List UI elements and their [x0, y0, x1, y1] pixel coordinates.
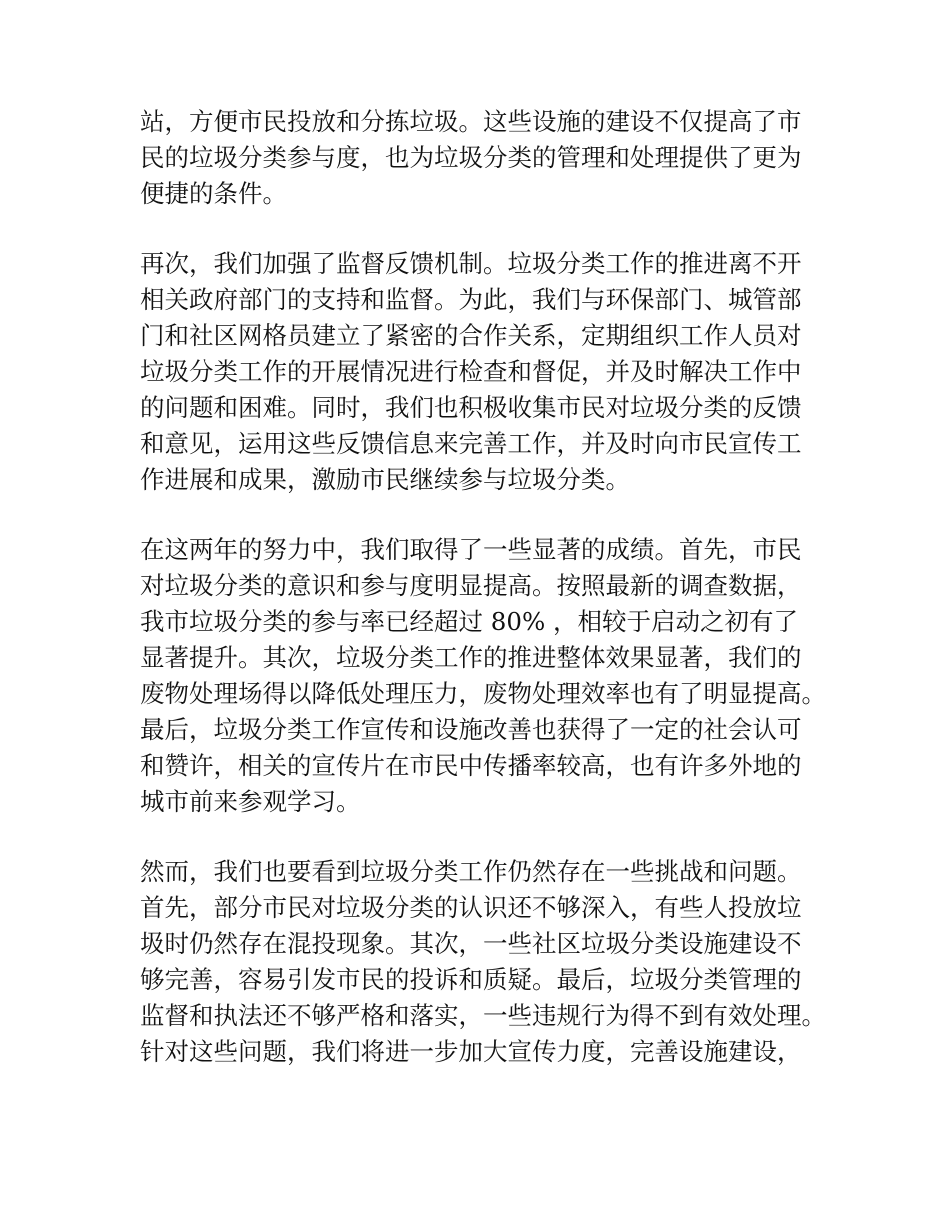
paragraph-facilities [140, 104, 840, 212]
text-line: 最后，垃圾分类工作宣传和设施改善也获得了一定的社会认可 [140, 715, 802, 744]
text-line: 首先，部分市民对垃圾分类的认识还不够深入，有些人投放垃 [140, 893, 802, 922]
text-line: 然而，我们也要看到垃圾分类工作仍然存在一些挑战和问题。 [140, 857, 802, 886]
text-line: 城市前来参观学习。 [140, 787, 361, 816]
text-line: 的问题和困难。同时，我们也积极收集市民对垃圾分类的反馈 [140, 393, 802, 422]
paragraph-achievements [140, 532, 840, 820]
document-body [140, 104, 840, 1104]
text-line: 门和社区网格员建立了紧密的合作关系，定期组织工作人员对 [140, 321, 802, 350]
text-line: 和赞许，相关的宣传片在市民中传播率较高，也有许多外地的 [140, 751, 802, 780]
text-line: 废物处理场得以降低处理压力，废物处理效率也有了明显提高。 [140, 679, 826, 708]
text-line: 站，方便市民投放和分拣垃圾。这些设施的建设不仅提高了市 [140, 107, 802, 136]
text-line: 监督和执法还不够严格和落实，一些违规行为得不到有效处理。 [140, 1001, 826, 1030]
text-line: 我市垃圾分类的参与率已经超过 80% ，相较于启动之初有了 [140, 607, 799, 636]
text-line: 针对这些问题，我们将进一步加大宣传力度，完善设施建设， [140, 1037, 802, 1066]
text-line: 在这两年的努力中，我们取得了一些显著的成绩。首先，市民 [140, 535, 802, 564]
text-line: 再次，我们加强了监督反馈机制。垃圾分类工作的推进离不开 [140, 249, 802, 278]
text-line: 和意见，运用这些反馈信息来完善工作，并及时向市民宣传工 [140, 429, 802, 458]
text-line: 垃圾分类工作的开展情况进行检查和督促，并及时解决工作中 [140, 357, 802, 386]
paragraph-challenges [140, 854, 840, 1070]
text-line: 民的垃圾分类参与度，也为垃圾分类的管理和处理提供了更为 [140, 143, 802, 172]
text-line: 圾时仍然存在混投现象。其次，一些社区垃圾分类设施建设不 [140, 929, 802, 958]
text-line: 相关政府部门的支持和监督。为此，我们与环保部门、城管部 [140, 285, 802, 314]
text-line: 作进展和成果，激励市民继续参与垃圾分类。 [140, 465, 630, 494]
text-line: 便捷的条件。 [140, 179, 287, 208]
text-line: 显著提升。其次，垃圾分类工作的推进整体效果显著，我们的 [140, 643, 802, 672]
text-line: 够完善，容易引发市民的投诉和质疑。最后，垃圾分类管理的 [140, 965, 802, 994]
paragraph-supervision [140, 246, 840, 498]
text-line: 对垃圾分类的意识和参与度明显提高。按照最新的调查数据， [140, 571, 802, 600]
